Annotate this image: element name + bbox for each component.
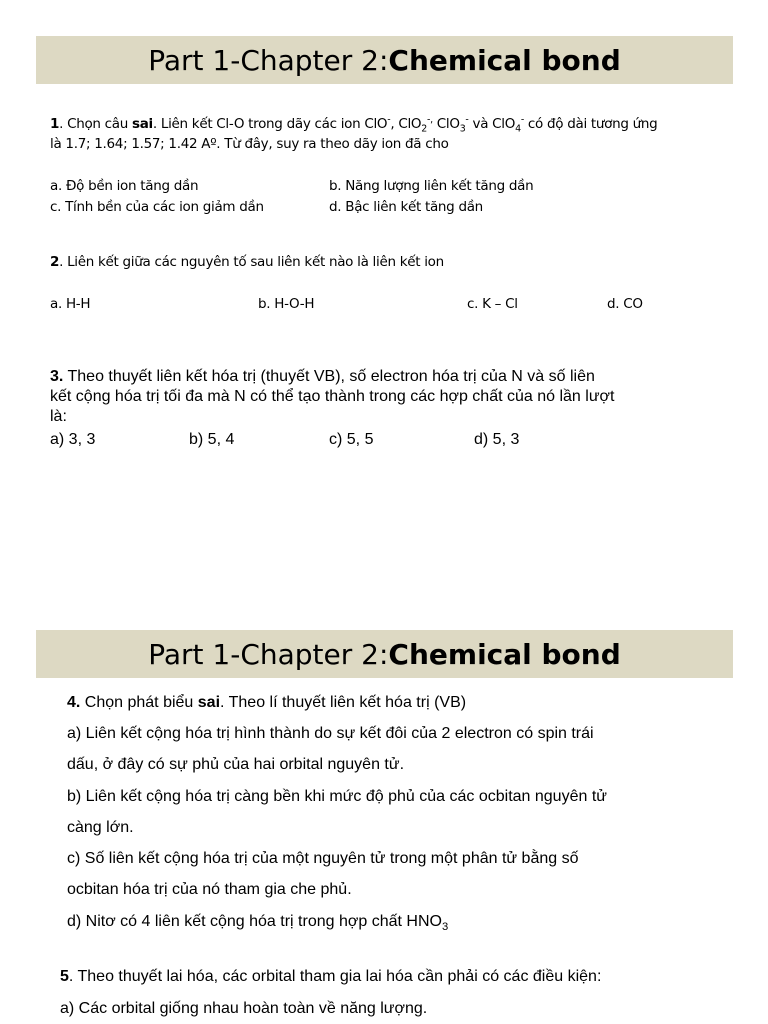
question-1-line-1: [50, 114, 658, 135]
question-text: Chọn phát biểu: [80, 694, 198, 711]
question-number: 1: [50, 116, 60, 132]
question-text: . Liên kết giữa các nguyên tố sau liên kết nào là liên kết ion: [59, 254, 444, 270]
emphasis-sai: sai: [132, 116, 153, 132]
superscript: -,: [426, 114, 433, 126]
question-4-option-a-line-1: a) Liên kết cộng hóa trị hình thành do sự kết đôi của 2 electron có spin trái: [67, 725, 594, 742]
banner-prefix: Part 1-Chapter 2:: [148, 43, 389, 77]
superscript: -: [387, 114, 391, 126]
subscript: 3: [441, 921, 449, 934]
question-1-option-c: c. Tính bền của các ion giảm dần: [50, 199, 264, 215]
question-text: . Liên kết Cl-O trong dãy các ion ClO: [152, 116, 388, 132]
question-5-option-a: a) Các orbital giống nhau hoàn toàn về năng lượng.: [60, 1000, 428, 1017]
question-4-option-c-line-1: c) Số liên kết cộng hóa trị của một nguyên tử trong một phân tử bằng số: [67, 850, 579, 867]
superscript: -: [520, 114, 524, 126]
question-2: [50, 254, 444, 270]
subscript: 4: [515, 123, 521, 135]
question-text: . Theo thuyết lai hóa, các orbital tham gia lai hóa cần phải có các điều kiện:: [68, 968, 602, 985]
banner-title: Chemical bond: [388, 43, 621, 77]
question-number: 2: [50, 254, 60, 270]
question-number: 4.: [67, 694, 81, 711]
question-1-line-2: là 1.7; 1.64; 1.57; 1.42 Aº. Từ đây, suy ra theo dãy ion đã cho: [50, 136, 449, 152]
question-4-header: [67, 694, 466, 712]
question-3-line-1: [50, 368, 595, 386]
question-4-option-d: [67, 913, 449, 934]
emphasis-sai: sai: [197, 694, 221, 711]
banner-title: Chemical bond: [388, 637, 621, 671]
question-4-option-b-line-2: càng lớn.: [67, 819, 134, 836]
question-number: 3.: [50, 368, 64, 385]
question-3-option-a: a) 3, 3: [50, 431, 96, 448]
question-1-option-a: a. Độ bền ion tăng dần: [50, 178, 199, 194]
question-1-option-b: b. Năng lượng liên kết tăng dần: [329, 178, 534, 194]
question-3-option-d: d) 5, 3: [474, 431, 520, 448]
superscript: -: [465, 114, 469, 126]
banner-prefix: Part 1-Chapter 2:: [148, 637, 389, 671]
question-text: và ClO: [468, 116, 516, 132]
question-3-option-b: b) 5, 4: [189, 431, 235, 448]
option-text: d) Nitơ có 4 liên kết cộng hóa trị trong hợp chất HNO: [67, 913, 442, 930]
subscript: 2: [421, 123, 427, 135]
chapter-banner: [36, 630, 733, 678]
question-2-option-c: c. K – Cl: [467, 296, 518, 312]
question-4-option-b-line-1: b) Liên kết cộng hóa trị càng bền khi mức độ phủ của các ocbitan nguyên tử: [67, 788, 607, 805]
question-2-option-a: a. H-H: [50, 296, 91, 312]
question-3-option-c: c) 5, 5: [329, 431, 374, 448]
question-text: Theo thuyết liên kết hóa trị (thuyết VB), số electron hóa trị của N và số liên: [63, 368, 595, 385]
question-text: ClO: [432, 116, 460, 132]
question-text: có độ dài tương ứng: [523, 116, 658, 132]
question-2-option-b: b. H-O-H: [258, 296, 315, 312]
question-4-option-a-line-2: dấu, ở đây có sự phủ của hai orbital nguyên tử.: [67, 756, 405, 773]
question-text: . Theo lí thuyết liên kết hóa trị (VB): [220, 694, 467, 711]
question-3-line-3: là:: [50, 408, 67, 425]
subscript: 3: [459, 123, 466, 135]
question-number: 5: [60, 968, 69, 985]
question-4-option-c-line-2: ocbitan hóa trị của nó tham gia che phủ.: [67, 881, 352, 898]
question-text: . Chọn câu: [59, 116, 133, 132]
question-5: [60, 968, 601, 986]
question-2-option-d: d. CO: [607, 296, 643, 312]
question-text: , ClO: [390, 116, 422, 132]
chapter-banner: [36, 36, 733, 84]
question-3-line-2: kết cộng hóa trị tối đa mà N có thể tạo thành trong các hợp chất của nó lần lượt: [50, 388, 615, 405]
question-1-option-d: d. Bậc liên kết tăng dần: [329, 199, 483, 215]
